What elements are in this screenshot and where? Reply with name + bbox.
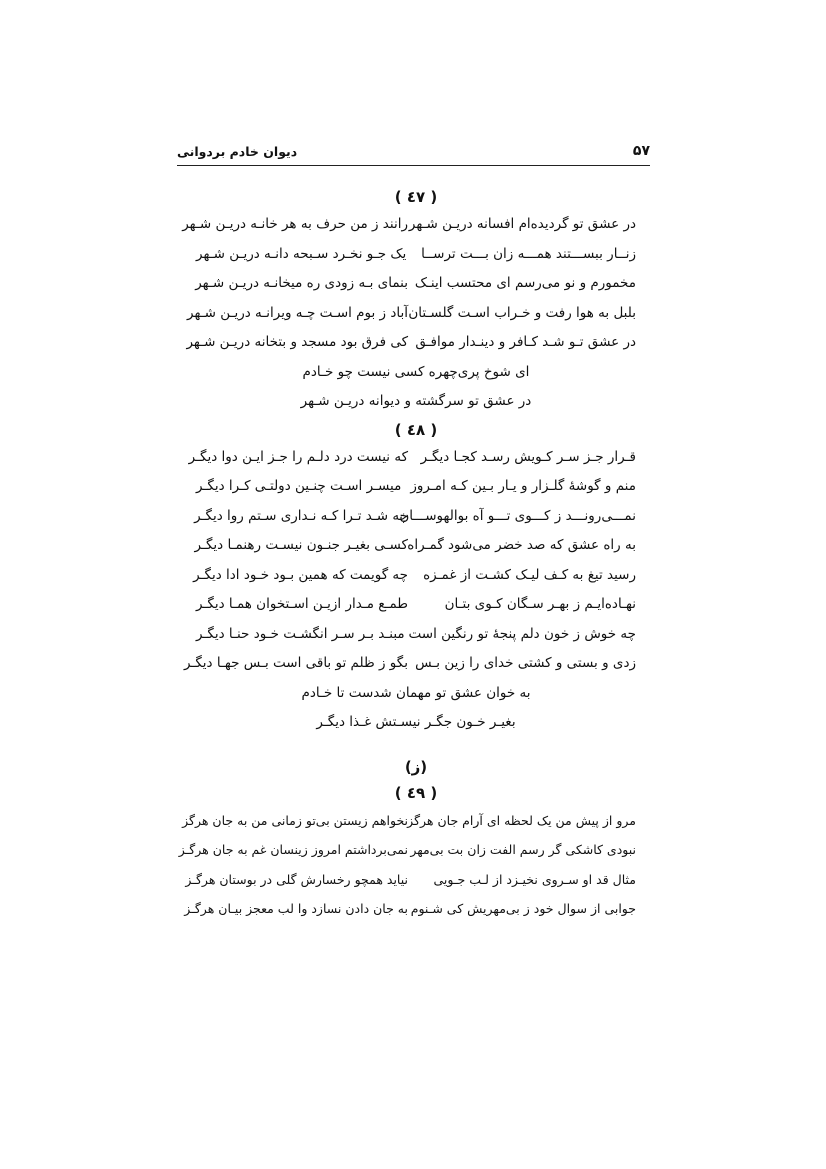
page-number: ۵۷ bbox=[632, 143, 650, 159]
poems-content bbox=[178, 184, 636, 924]
couplet bbox=[196, 269, 636, 299]
hemistich-first: جوابی از سوال خود ز بی‌مهریش کی شـنوم bbox=[410, 901, 636, 916]
couplet bbox=[196, 472, 636, 502]
hemistich-second: یک جـو نخـرد سـبحه دانـه دریـن شـهر bbox=[196, 245, 407, 262]
hemistich-second: بنمای بـه زودی ره میخانـه دریـن شـهر bbox=[195, 275, 408, 291]
hemistich-first: چه خوش ز خون دلم پنجهٔ تو رنگین است bbox=[408, 625, 636, 642]
couplet bbox=[188, 443, 636, 473]
section-letter: (ز) bbox=[404, 757, 428, 776]
couplet bbox=[196, 531, 636, 561]
hemistich-second: به جان دادن نسازد وا لب معجز بیـان هرگـز bbox=[184, 901, 408, 916]
hemistich-second: طمـع مـدار ازیـن اسـتخوان همـا دیگـر bbox=[195, 596, 408, 612]
couplet bbox=[187, 299, 636, 329]
couplet bbox=[196, 240, 636, 270]
hemistich-second: رانند ز من حرف به هر خانـه دریـن شـهر bbox=[182, 216, 408, 232]
couplet bbox=[183, 649, 636, 679]
hemistich-first: قـرار جـز سـر کـویش رسـد کجـا دیگـر bbox=[420, 448, 636, 465]
couplet bbox=[185, 865, 636, 895]
poem-number: ( ٤٧ ) bbox=[394, 188, 438, 206]
poem-number: ( ٤٩ ) bbox=[394, 783, 438, 802]
hemistich-first: زدی و بستی و کشتی خدای را زین بـس bbox=[415, 655, 636, 671]
closing-line: بغیـر خـون جگـر نیسـتش غـذا دیگـر bbox=[316, 714, 516, 730]
page-header bbox=[177, 143, 650, 166]
hemistich-second: بگو ز ظلم تو باقی است بـس جهـا دیگـر bbox=[183, 655, 408, 671]
couplet bbox=[196, 502, 636, 532]
hemistich-first: بلبل به هوا رفت و خـراب اسـت گلسـتان bbox=[408, 304, 636, 321]
hemistich-first: رسید تیغ به کـف لیـک کشـت از غمـزه bbox=[423, 566, 636, 583]
hemistich-first: مرو از پیش من یک لحظه ای آرام جان هرگز bbox=[407, 812, 636, 828]
hemistich-first: منم و گوشهٔ گلـزار و یـار بـین کـه امـروز bbox=[410, 478, 636, 494]
hemistich-first: زنــار ببســـتند همـــه زان بـــت ترســا bbox=[421, 245, 636, 262]
hemistich-second: نخواهم زیستن بی‌تو زمانی من به جان هرگز bbox=[182, 812, 408, 828]
hemistich-second: کی فرق بود مسجد و بتخانه دریـن شـهر bbox=[186, 334, 408, 350]
hemistich-second: کسـی بغیـر جنـون نیسـت رهنمـا دیگـر bbox=[194, 537, 408, 553]
couplet bbox=[196, 590, 636, 620]
book-title: دیوان خادم بردوانی bbox=[177, 144, 298, 159]
hemistich-first: مثال قد او سـروی نخیـزد از لـب جـویی bbox=[433, 871, 636, 887]
couplet bbox=[182, 210, 636, 240]
hemistich-first: نمـــی‌رونـــد ز کـــوی تـــو آه بوالهوســـان bbox=[399, 507, 636, 524]
hemistich-second: نمی‌برداشتم امروز زینسان غم به جان هرگـز bbox=[178, 842, 408, 857]
hemistich-first: در عشق تـو شـد کـافر و دینـدار موافـق bbox=[415, 334, 636, 350]
closing-line: در عشق تو سرگشته و دیوانه دریـن شـهر bbox=[300, 393, 532, 409]
hemistich-second: چه گویمت که همین بـود خـود ادا دیگـر bbox=[193, 566, 408, 583]
hemistich-second: مبنـد بـر سـر انگشـت خـود حنـا دیگـر bbox=[196, 625, 405, 642]
hemistich-second: چه شـد تـرا کـه نـداری سـتم روا دیگـر bbox=[194, 507, 408, 524]
poem-47 bbox=[182, 184, 636, 417]
hemistich-first: نهـاده‌ایـم ز بهـر سـگان کـوی بتـان bbox=[444, 596, 636, 612]
couplet bbox=[184, 894, 636, 924]
couplet bbox=[196, 620, 636, 650]
section-gap bbox=[196, 738, 636, 754]
poem-48 bbox=[183, 417, 636, 738]
poem-49 bbox=[178, 780, 636, 924]
closing-line: به خوان عشق تو مهمان شدست تا خـادم bbox=[301, 684, 531, 701]
couplet bbox=[193, 561, 636, 591]
couplet bbox=[182, 806, 636, 836]
closing-line: ای شوخ پری‌چهره کسی نیست چو خـادم bbox=[302, 363, 530, 380]
hemistich-first: به راه عشق که صد خضر می‌شود گمـراه bbox=[407, 537, 636, 553]
hemistich-second: میسـر اسـت چنـین دولتـی کـرا دیگـر bbox=[196, 478, 402, 494]
hemistich-first: نبودی کاشکی گر رسم الفت زان بت بی‌مهر bbox=[410, 842, 636, 857]
poem-number: ( ٤٨ ) bbox=[394, 420, 438, 439]
couplet bbox=[178, 835, 636, 865]
couplet bbox=[186, 328, 636, 358]
hemistich-second: که نیست درد دلـم را جـز ایـن دوا دیگـر bbox=[188, 448, 408, 465]
hemistich-first: مخمورم و نو می‌رسم ای محتسب اینـک bbox=[414, 275, 636, 291]
hemistich-second: آباد ز بوم اسـت چـه ویرانـه دریـن شـهر bbox=[187, 304, 408, 321]
hemistich-first: در عشق تو گردیده‌ام افسانه دریـن شـهر bbox=[408, 216, 636, 232]
hemistich-second: نیاید همچو رخسارش گلی در بوستان هرگـز bbox=[185, 871, 408, 887]
